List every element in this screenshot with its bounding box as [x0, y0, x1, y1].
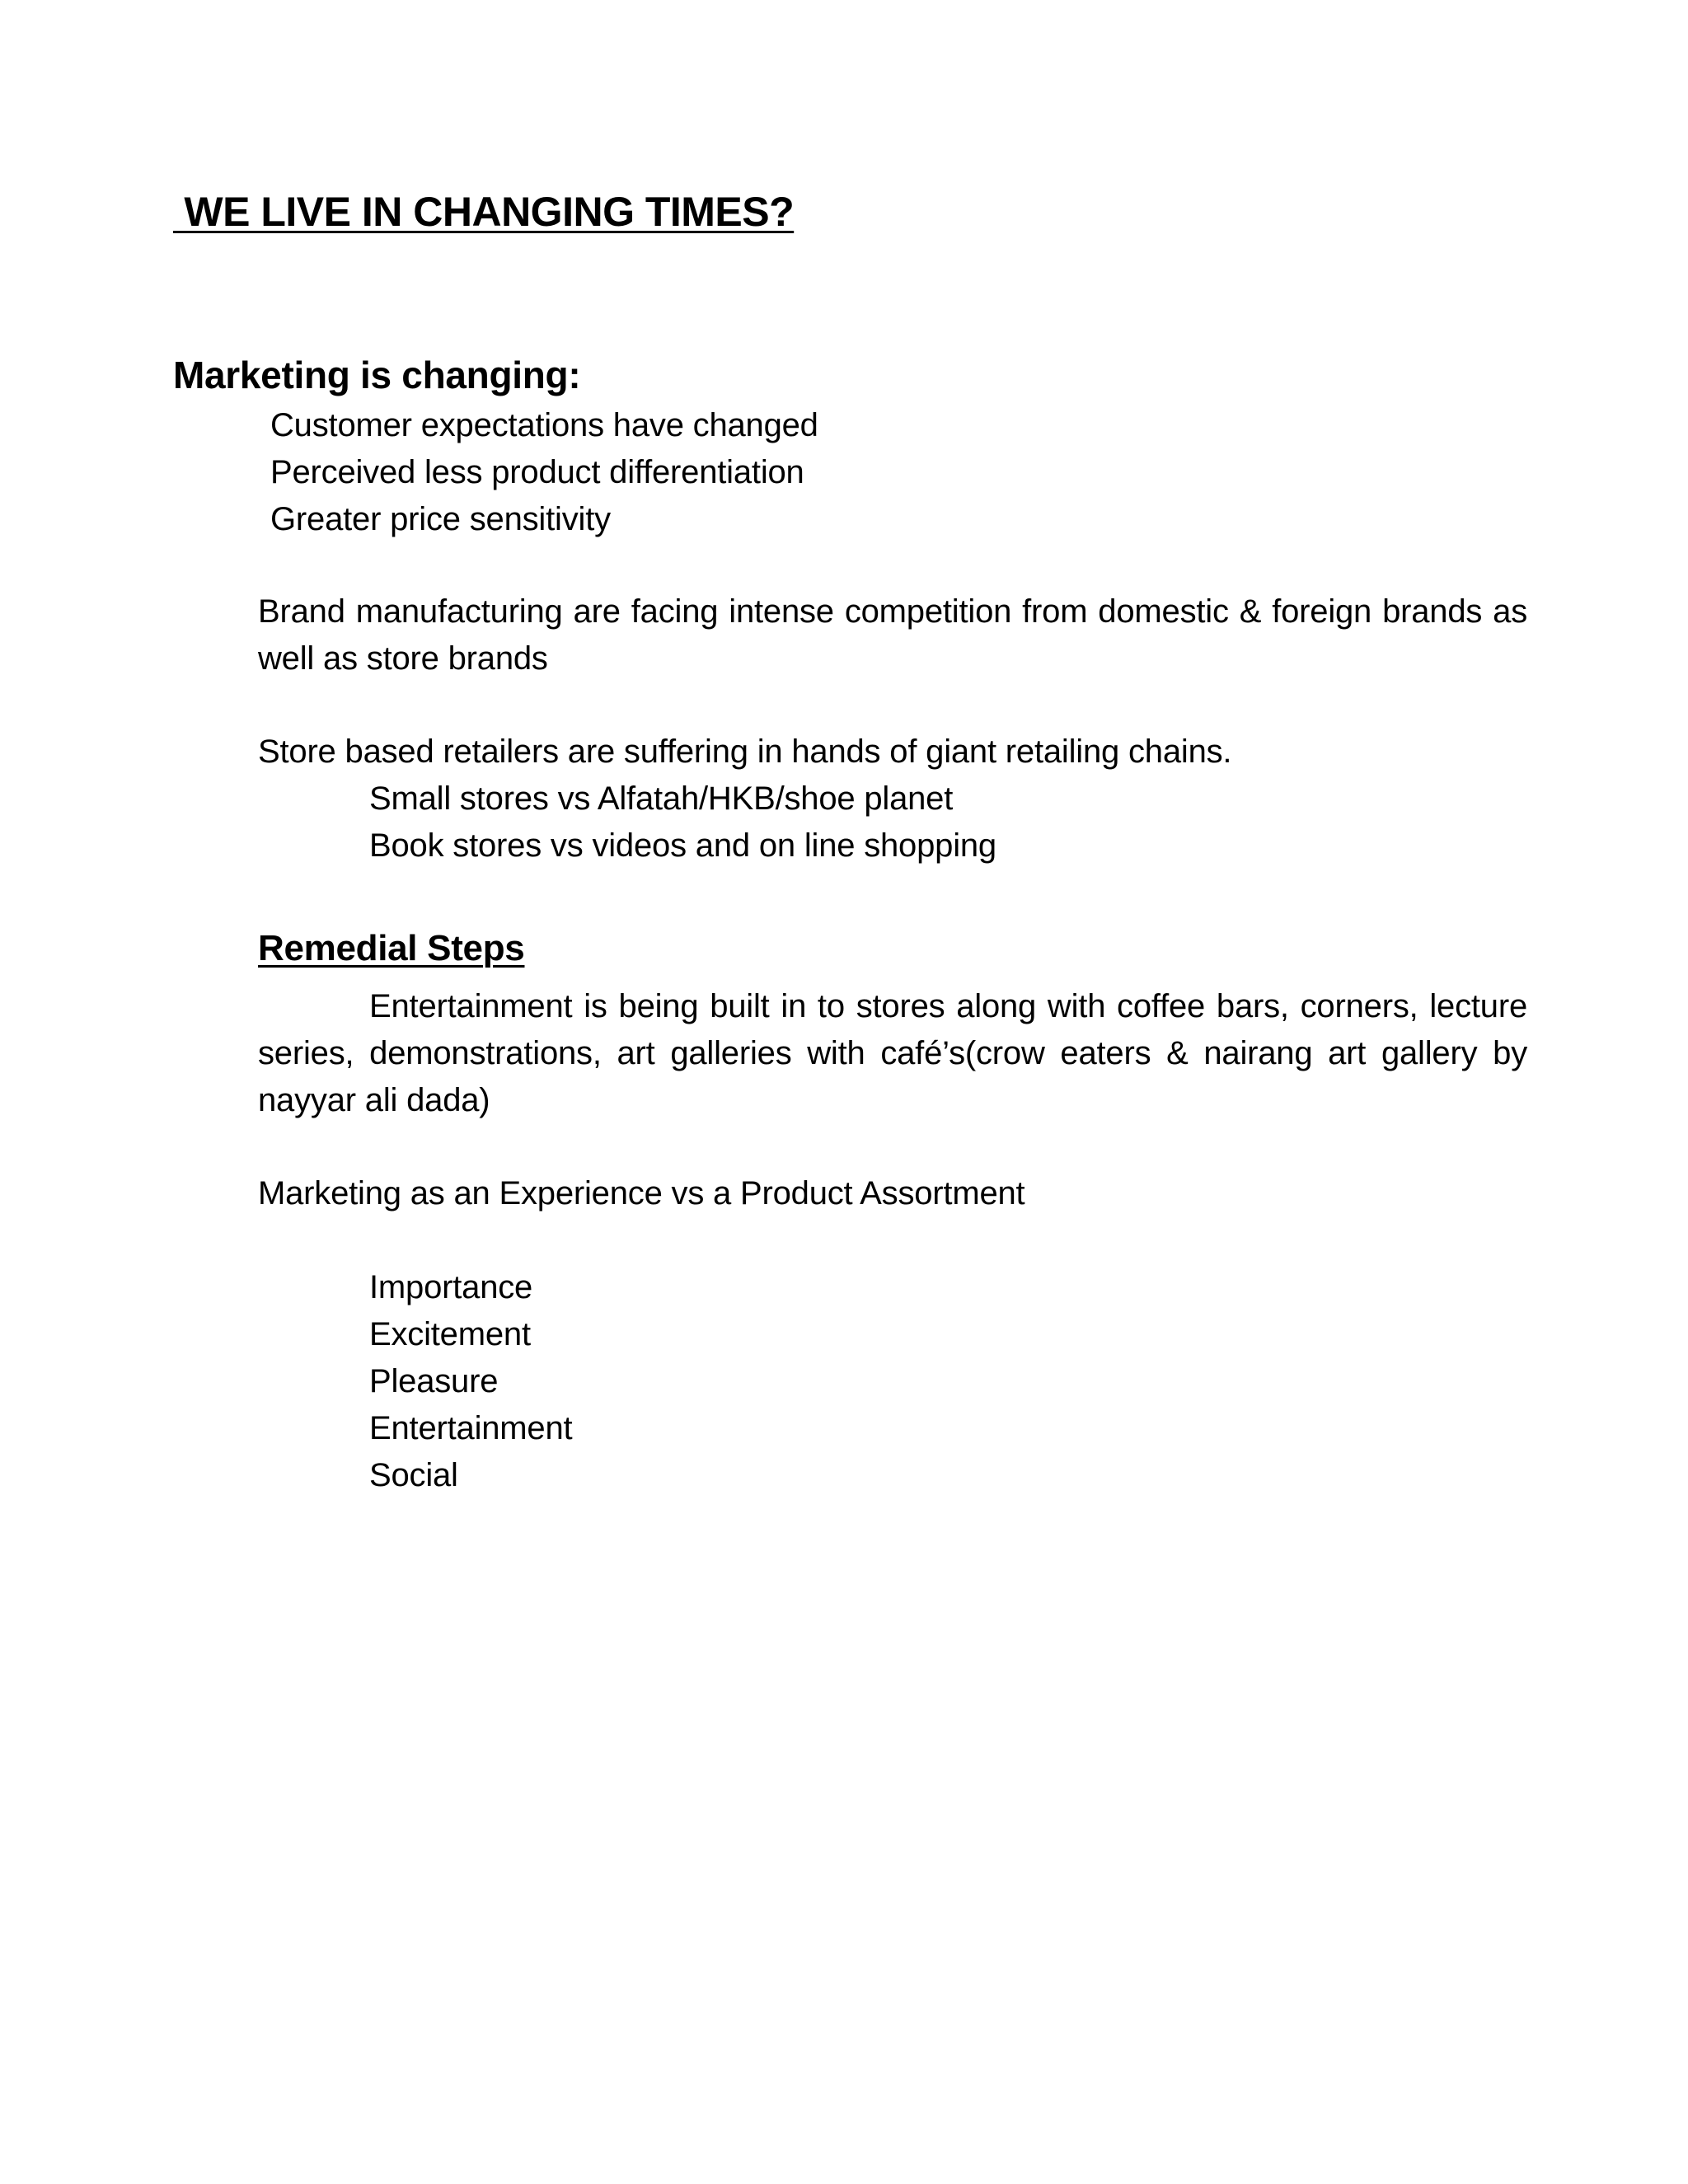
store-paragraph: Store based retailers are suffering in hands of giant retailing chains. [258, 733, 1232, 770]
brand-paragraph: Brand manufacturing are facing intense competition from domestic & foreign brands as well as store brands [258, 593, 1527, 677]
experience-line: Marketing as an Experience vs a Product Assortment [258, 1175, 1025, 1212]
page-title: WE LIVE IN CHANGING TIMES? [173, 189, 795, 235]
remedial-heading: Remedial Steps [258, 928, 525, 968]
marketing-point: Perceived less product differentiation [270, 454, 804, 490]
store-example: Small stores vs Alfatah/HKB/shoe planet [369, 780, 954, 817]
remedial-paragraph: Entertainment is being built in to stores along with coffee bars, corners, lecture series, demonstrations, art galleries with café’s(crow eaters & nairang art gallery by nayyar ali dada) [258, 988, 1527, 1118]
marketing-heading: Marketing is changing: [173, 354, 581, 396]
experience-item: Importance [369, 1269, 533, 1305]
experience-item: Social [369, 1457, 458, 1493]
marketing-point: Greater price sensitivity [270, 501, 611, 537]
experience-item: Pleasure [369, 1363, 499, 1399]
experience-item: Excitement [369, 1316, 531, 1352]
marketing-point: Customer expectations have changed [270, 407, 818, 443]
store-example: Book stores vs videos and on line shopping [369, 827, 996, 864]
experience-item: Entertainment [369, 1410, 573, 1446]
